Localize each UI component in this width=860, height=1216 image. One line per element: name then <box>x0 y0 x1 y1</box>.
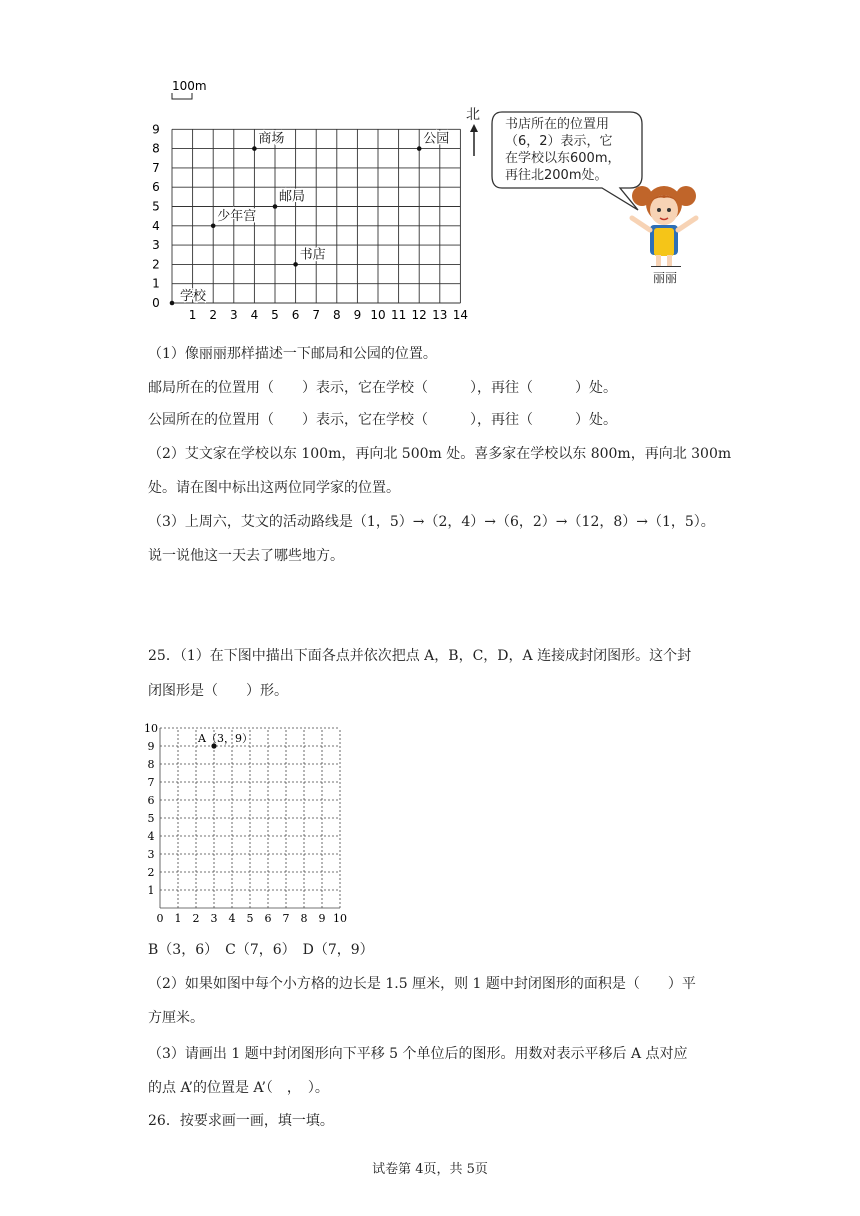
grid-x-tick-label: 6 <box>264 912 272 925</box>
map-x-tick-label: 13 <box>432 308 448 322</box>
grid-x-tick-label: 9 <box>318 912 326 925</box>
map-grid <box>172 129 460 303</box>
map-point-dot <box>252 146 257 151</box>
grid-x-tick-label: 8 <box>300 912 308 925</box>
map-point-dot <box>273 204 278 209</box>
map-y-tick-label: 6 <box>152 180 160 195</box>
q25-part3-line1: （3）请画出 1 题中封闭图形向下平移 5 个单位后的图形。用数对表示平移后 A 点对应 <box>148 1046 688 1062</box>
map-y-tick-label: 8 <box>152 141 160 156</box>
q25-points-line: B（3，6） C（7，6） D（7，9） <box>148 942 374 958</box>
grid-y-tick-label: 8 <box>147 758 155 771</box>
q24-part1: （1）像丽丽那样描述一下邮局和公园的位置。 <box>148 346 437 362</box>
grid-y-tick-label: 3 <box>147 848 155 861</box>
map-point-label: 少年宫 <box>217 208 257 224</box>
map-y-tick-label: 4 <box>152 218 160 233</box>
scale-bar <box>172 93 192 99</box>
bubble-text <box>505 116 633 184</box>
grid-y-tick-label: 4 <box>147 830 155 843</box>
grid-x-tick-label: 10 <box>333 912 347 925</box>
grid-x-tick-label: 7 <box>282 912 290 925</box>
point-a-label: A（3，9） <box>198 732 253 745</box>
map-x-tick-label: 7 <box>312 308 321 322</box>
map-x-tick-label: 2 <box>209 308 218 322</box>
q24-park-line: 公园所在的位置用（ ）表示，它在学校（ ），再往（ ）处。 <box>148 412 617 428</box>
grid-x-tick-label: 2 <box>192 912 200 925</box>
grid-y-tick-label: 6 <box>147 794 155 807</box>
q26-line1: 26．按要求画一画，填一填。 <box>148 1113 334 1129</box>
scale-label: 100m <box>172 79 207 93</box>
map-x-tick-label: 3 <box>229 308 238 322</box>
q25-part2-line1: （2）如果如图中每个小方格的边长是 1.5 厘米，则 1 题中封闭图形的面积是（ ）平 <box>148 976 696 992</box>
map-x-tick-label: 9 <box>353 308 362 322</box>
q25-line1: 25．（1）在下图中描出下面各点并依次把点 A，B，C，D，A 连接成封闭图形。这个封 <box>148 648 692 664</box>
north-indicator <box>466 104 480 158</box>
grid-y-tick-label: 5 <box>147 812 155 825</box>
map-x-tick-label: 12 <box>411 308 427 322</box>
dotted-grid-figure <box>140 718 355 928</box>
map-point-label: 邮局 <box>279 189 306 205</box>
map-x-tick-label: 6 <box>291 308 300 322</box>
girl-name: 丽丽 <box>653 271 678 285</box>
q24-part3-line1: （3）上周六，艾文的活动路线是（1，5）→（2，4）→（6，2）→（12，8）→（1，5）。 <box>148 514 715 530</box>
bubble-line: 书店所在的位置用 <box>505 117 610 132</box>
map-y-tick-label: 0 <box>152 296 160 310</box>
bubble-line: 在学校以东600m， <box>505 151 621 166</box>
grid-x-ticks <box>157 912 348 925</box>
map-x-tick-label: 5 <box>271 308 279 322</box>
q24-part2-line2: 处。请在图中标出这两位同学家的位置。 <box>148 480 400 496</box>
map-point-dot <box>170 301 175 306</box>
north-arrow-icon <box>468 124 480 158</box>
map-point-label: 书店 <box>299 247 326 263</box>
map-x-tick-label: 10 <box>370 308 386 322</box>
grid-y-tick-label: 10 <box>144 722 158 735</box>
girl-name-underline <box>651 266 681 267</box>
q25-part3-line2: 的点 A’的位置是 A’（ ， ）。 <box>148 1080 329 1096</box>
map-point-label: 公园 <box>423 131 450 147</box>
map-y-tick-label: 9 <box>152 122 160 137</box>
dotted-grid <box>160 728 340 908</box>
page-footer: 试卷第 4页，共 5页 <box>372 1162 488 1177</box>
bubble-line: （6，2）表示，它 <box>505 134 613 149</box>
map-x-tick-label: 4 <box>250 308 259 322</box>
grid-y-tick-label: 7 <box>147 776 155 789</box>
grid-x-tick-label: 3 <box>210 912 218 925</box>
q25-line2: 闭图形是（ ）形。 <box>148 683 288 699</box>
map-point-label: 学校 <box>180 289 207 304</box>
grid-x-tick-label: 1 <box>174 912 182 925</box>
grid-x-tick-label: 4 <box>228 912 236 925</box>
grid-x-tick-label: 5 <box>246 912 254 925</box>
grid-x-tick-label: 0 <box>156 912 164 925</box>
map-y-tick-label: 1 <box>152 276 160 291</box>
grid-y-ticks <box>144 722 158 897</box>
map-point-dot <box>417 146 422 151</box>
map-x-tick-label: 1 <box>188 308 197 322</box>
map-points <box>170 131 450 306</box>
map-y-tick-label: 2 <box>152 257 160 272</box>
grid-y-tick-label: 9 <box>147 740 155 753</box>
map-x-tick-label: 11 <box>390 308 407 322</box>
map-x-ticks <box>189 308 468 322</box>
girl-illustration <box>620 178 710 270</box>
bubble-line: 再往北200m处。 <box>505 168 608 183</box>
map-x-tick-label: 14 <box>452 308 469 322</box>
map-y-tick-label: 3 <box>152 238 160 253</box>
grid-y-tick-label: 2 <box>147 866 155 879</box>
q24-part2-line1: （2）艾文家在学校以东 100m，再向北 500m 处。喜多家在学校以东 800m，再向北 300m <box>148 446 732 462</box>
map-x-tick-label: 8 <box>332 308 341 322</box>
map-figure <box>146 78 476 328</box>
grid-y-tick-label: 1 <box>147 884 155 897</box>
map-point-label: 商场 <box>258 131 285 147</box>
map-y-tick-label: 7 <box>152 160 160 175</box>
q24-part3-line2: 说一说他这一天去了哪些地方。 <box>148 548 344 564</box>
map-y-tick-label: 5 <box>152 199 160 214</box>
q24-post-office-line: 邮局所在的位置用（ ）表示，它在学校（ ），再往（ ）处。 <box>148 380 617 396</box>
map-y-ticks <box>152 122 160 310</box>
map-point-dot <box>293 262 298 267</box>
north-label: 北 <box>466 107 480 123</box>
map-point-dot <box>211 224 216 229</box>
q25-part2-line2: 方厘米。 <box>148 1010 204 1026</box>
